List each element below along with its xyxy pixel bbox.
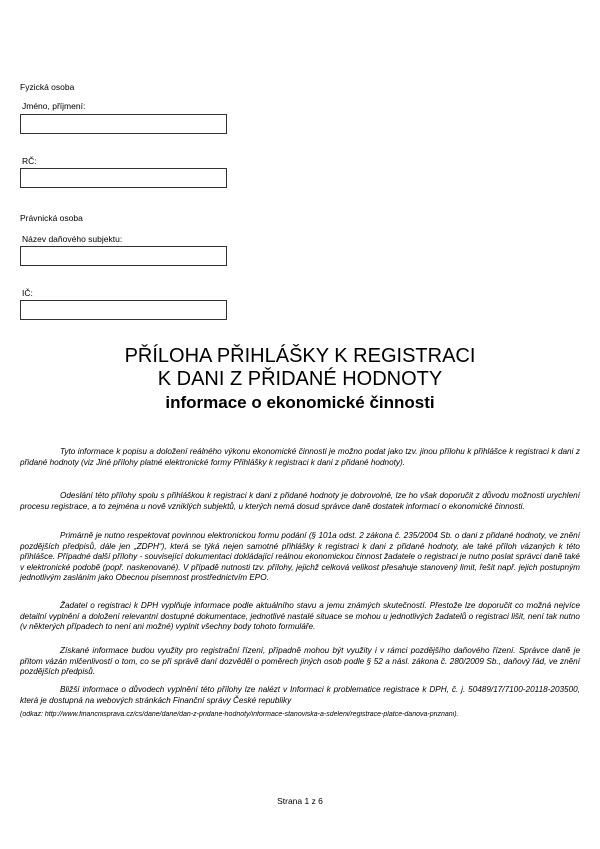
ic-label: IČ: bbox=[22, 288, 33, 298]
page-number: Strana 1 z 6 bbox=[277, 796, 323, 806]
paragraph-4: Žadatel o registraci k DPH vyplňuje informace podle aktuálního stavu a jemu známých skutečností. Přestože lze doporučit co možná nejvíce detailní vyplnění a doložení relevantní dostupné dokumentace, jednotlivé nastalé situace se mohou u jednotlivých žadatelů o registraci lišit, není tak nutno (v některých případech to není ani možné) vyplnit všechny body tohoto formuláře. bbox=[20, 601, 580, 631]
legal-entity-heading: Právnická osoba bbox=[20, 213, 83, 223]
name-field[interactable] bbox=[20, 114, 227, 134]
title-line-2: K DANI Z PŘIDANÉ HODNOTY bbox=[157, 368, 443, 390]
paragraph-6: Bližší informace o důvodech vyplnění této přílohy lze nalézt v Informaci k problematice registrace k DPH, č. j. 50489/17/7100-20118-203500, která je dostupná na webových stránkách Finanční správy České republiky bbox=[20, 685, 580, 705]
name-label: Jméno, příjmení: bbox=[22, 101, 86, 111]
paragraph-5: Získané informace budou využity pro registrační řízení, případně mohou být využity i v rámci pozdějšího daňového řízení. Správce daně je přitom vázán mlčenlivostí o tom, co se při správě daní dozvěděl o poměrech jiných osob podle § 52 a násl. zákona č. 280/2009 Sb., daňový řád, ve znění pozdějších předpisů. bbox=[20, 646, 580, 676]
subject-name-field[interactable] bbox=[20, 246, 227, 266]
paragraph-1: Tyto informace k popisu a doložení reálného výkonu ekonomické činnosti je možno podat jako tzv. jinou přílohu k přihlášce k registraci k dani z přidané hodnoty (viz Jiné přílohy platné elektronické formy Přihlášky k registraci k dani z přidané hodnoty). bbox=[20, 447, 580, 467]
title-line-1: PŘÍLOHA PŘIHLÁŠKY K REGISTRACI bbox=[124, 345, 476, 367]
natural-person-heading: Fyzická osoba bbox=[20, 82, 75, 92]
paragraph-2: Odeslání této přílohy spolu s přihláškou k registraci k dani z přidané hodnoty je dobrovolné, lze ho však doporučit z důvodu možnosti urychlení procesu registrace, a to zejména u nově vzniklých subjektů, u kterých nemá dosud správce daně dostatek informací o ekonomické činnosti. bbox=[20, 491, 580, 511]
rc-field[interactable] bbox=[20, 168, 227, 188]
source-link-note: (odkaz: http://www.financnisprava.cz/cs/dane/dane/dan-z-pridane-hodnoty/informace-stanoviska-a-sdeleni/registrace-platce-danova-priznani). bbox=[20, 711, 459, 718]
title-line-3: informace o ekonomické činnosti bbox=[165, 393, 435, 412]
ic-field[interactable] bbox=[20, 300, 227, 320]
paragraph-3: Primárně je nutno respektovat povinnou elektronickou formu podání (§ 101a odst. 2 zákona č. 235/2004 Sb. o dani z přidané hodnoty, ve znění pozdějších předpisů, dále jen „ZDPH“), která se týká nejen samotné přihlášky k registraci k dani z přidané hodnoty, ale také příloh vázaných k této přihlášce. Případné další přílohy - související dokumentaci dokládající reálnou ekonomickou činnost žadatele o registraci je nutno poslat správci daně také v elektronické podobě (popř. naskenované). V případě nutnosti tzv. přílohy, jejichž celková velikost přesahuje stanovený limit, řešit např. jejich postupným jednotlivým zasláním jako Obecnou písemnost prostřednictvím EPO. bbox=[20, 531, 580, 582]
rc-label: RČ: bbox=[22, 156, 37, 166]
subject-name-label: Název daňového subjektu: bbox=[22, 234, 123, 244]
